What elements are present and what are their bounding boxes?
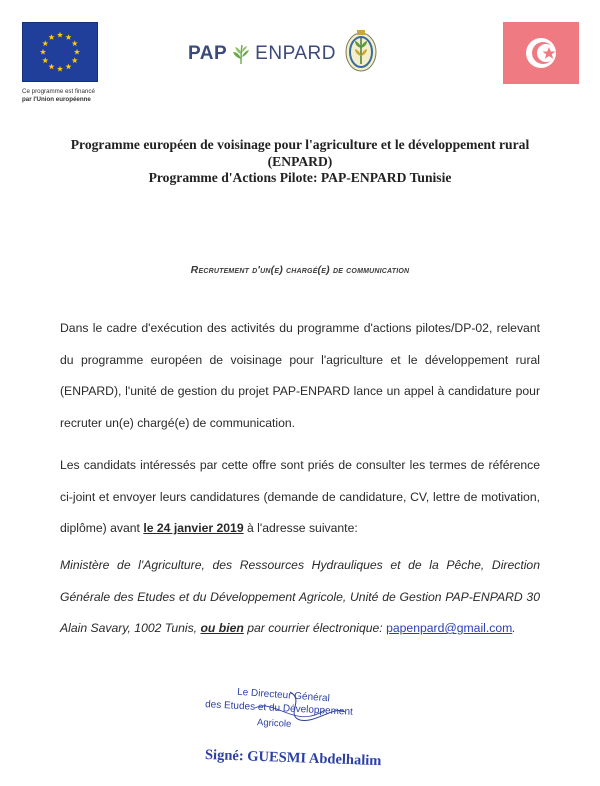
eu-logo [22,22,122,104]
eu-star [57,32,63,38]
stamp-line2: des Etudes et du Développement [204,699,354,718]
eu-caption [22,88,122,104]
eu-star [40,49,46,55]
enpard-logo-text: ENPARD [255,43,336,64]
document-title: Recrutement d'un(e) chargé(e) de communication [190,264,410,276]
paragraph-1: Dans le cadre d'exécution des activités du programme d'actions pilotes/DP-02, relevant du programme européen de voisinage pour l'agriculture et le développement rural (ENPARD), l'unité de gestion du projet PAP-ENPARD lance un appel à candidature pour recruter un(e) chargé(e) de communication. [60,321,540,430]
signed-by: Signé: GUESMI Abdelhalim [204,747,382,770]
email-link[interactable]: papenpard@gmail.com [386,621,513,635]
pap-enpard-logo [188,40,336,68]
eu-star [42,57,48,63]
eu-caption-line2: par l'Union européenne [22,96,91,103]
document-header [40,137,560,187]
eu-star [57,66,63,72]
leaf-icon [231,43,251,65]
eu-star [42,40,48,46]
header-line3: Programme d'Actions Pilote: PAP-ENPARD Tunisie [148,170,452,185]
signature-stamp [195,686,395,740]
address-paragraph: Ministère de l'Agriculture, des Ressources Hydrauliques et de la Pêche, Direction Générale des Etudes et du Développement Agricole, Unité de Gestion PAP-ENPARD 30 Alain Savary, 1002 Tunis, ou bien par courrier électronique: papenpard@gmail.com. [60,558,540,635]
pap-logo-text: PAP [188,43,228,64]
eu-star [72,57,78,63]
eu-star [65,34,71,40]
eu-flag-icon [22,22,98,82]
eu-star [48,64,54,70]
or-word: ou bien [200,621,244,635]
tunisia-emblem [503,22,579,84]
eu-star [65,64,71,70]
tunisia-flag-icon [503,22,579,84]
ministry-emblem-icon [343,28,379,74]
eu-star [48,34,54,40]
stamp-line3: Agricole [256,717,292,730]
eu-star [72,40,78,46]
eu-caption-line1: Ce programme est financé [22,88,95,95]
header-line2: (ENPARD) [267,153,333,169]
stamp-line1: Le Directeur Général [236,686,331,705]
eu-stars [23,23,97,81]
eu-star [74,49,80,55]
paragraph-2: Les candidats intéressés par cette offre sont priés de consulter les termes de référence ci-joint et envoyer leurs candidatures (demande de candidature, CV, lettre de motivation, diplôme) avant le 24 janvier 2019 à l'adresse suivante: [60,458,540,535]
deadline-date: le 24 janvier 2019 [143,521,244,535]
header-line1: Programme européen de voisinage pour l'agriculture et le développement rural [70,137,530,152]
